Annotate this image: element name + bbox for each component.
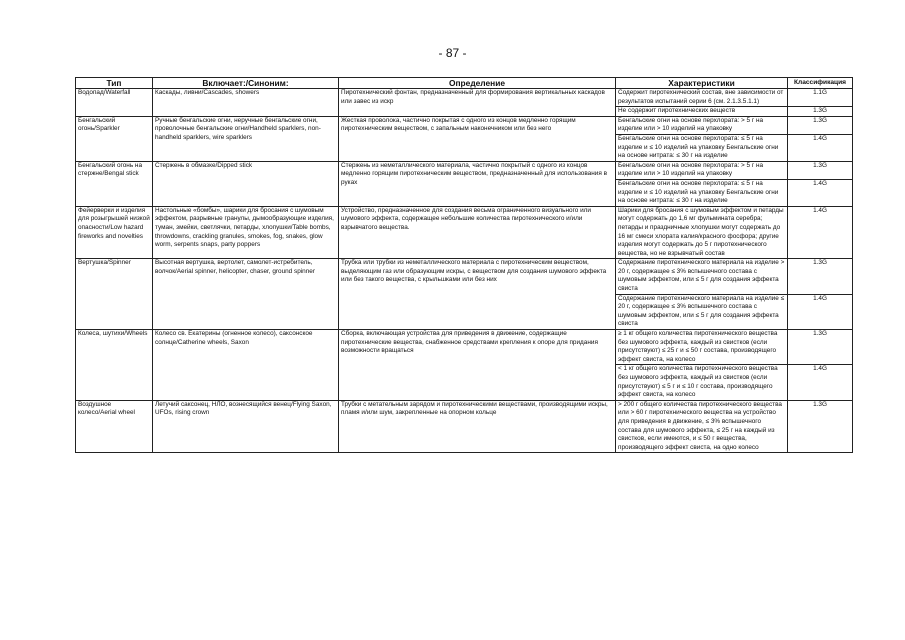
cell-definition: Устройство, предназначенное для создания весьма ограниченного визуального или шумового эффекта, содержащее небольшие количества пиротехнического и/или взрывчатого вещества. <box>339 206 616 259</box>
cell-classification: 1.4G <box>788 294 853 329</box>
header-includes: Включает:/Синоним: <box>153 78 339 89</box>
cell-includes: Высотная вертушка, вертолет, самолет-истребитель, волчок/Aerial spinner, helicopter, chaser, ground spinner <box>153 259 339 330</box>
cell-classification: 1.4G <box>788 179 853 206</box>
table-row <box>76 206 853 259</box>
cell-type: Бенгальский огонь на стержне/Bengal stick <box>76 161 153 206</box>
cell-characteristics: Бенгальские огни на основе перхлората: ≤ 5 г на изделие и ≤ 10 изделий на упаковку Бенгальские огни на основе нитрата: ≤ 30 г на изделие <box>616 179 788 206</box>
cell-definition: Трубка или трубки из неметаллического материала с пиротехническим веществом, выделяющим газ или образующим искры, с веществом для создания шумового эффекта или без такого вещества, с крыльшками или без них <box>339 259 616 330</box>
cell-classification: 1.3G <box>788 161 853 179</box>
cell-characteristics: Содержание пиротехнического материала на изделие > 20 г, содержащее ≤ 3% вспышечного состава с шумовым эффектом, или ≤ 5 г для создания эффекта свиста <box>616 259 788 294</box>
cell-type: Водопад/Waterfall <box>76 89 153 117</box>
cell-classification: 1.3G <box>788 330 853 365</box>
table-header-row <box>76 78 853 89</box>
cell-classification: 1.3G <box>788 400 853 453</box>
table-row <box>76 161 853 179</box>
cell-includes: Колесо св. Екатерины (огненное колесо), саксонское солнце/Catherine wheels, Saxon <box>153 330 339 401</box>
cell-type: Колеса, шутихи/Wheels <box>76 330 153 401</box>
cell-characteristics: Содержание пиротехнического материала на изделие ≤ 20 г, содержащее ≤ 3% вспышечного состава с шумовым эффектом, или ≤ 5 г для создания эффекта свиста <box>616 294 788 329</box>
cell-characteristics: Бенгальские огни на основе перхлората: > 5 г на изделие или > 10 изделий на упаковку <box>616 161 788 179</box>
header-type: Тип <box>76 78 153 89</box>
cell-type: Воздушное колесо/Aerial wheel <box>76 400 153 453</box>
cell-includes: Ручные бенгальские огни, неручные бенгальские огни, проволочные бенгальские огни/Handheld sparklers, non-handheld sparklers, wire sparklers <box>153 116 339 161</box>
fireworks-classification-table <box>75 77 853 453</box>
cell-characteristics: Шарики для бросания с шумовым эффектом и петарды могут содержать до 1,6 мг фульмината серебра; петарды и праздничные хлопушки могут содержать до 16 мг смеси хлората калия/красного фосфора; другие изделия могут содержать до 5 г пиротехнического вещества, но не взрывчатый состав <box>616 206 788 259</box>
cell-definition: Пиротехнический фонтан, предназначенный для формирования вертикальных каскадов или завес из искр <box>339 89 616 117</box>
cell-classification: 1.3G <box>788 116 853 134</box>
cell-characteristics: < 1 кг общего количества пиротехнического вещества без шумового эффекта, каждый из свистков (если присутствуют) ≤ 5 г и ≤ 10 г состава, производящего эффект свиста, на колесо <box>616 365 788 400</box>
cell-characteristics: Содержит пиротехнический состав, вне зависимости от результатов испытаний серии 6 (см. 2.1.3.5.1.1) <box>616 89 788 107</box>
table-row <box>76 259 853 294</box>
header-classification: Классификация <box>788 78 853 89</box>
cell-definition: Жесткая проволока, частично покрытая с одного из концов медленно горящим пиротехническим веществом, с запальным наконечником или без него <box>339 116 616 161</box>
cell-classification: 1.4G <box>788 206 853 259</box>
cell-type: Бенгальский огонь/Sparkler <box>76 116 153 161</box>
cell-includes: Стержень в обмазке/Dipped stick <box>153 161 339 206</box>
header-definition: Определение <box>339 78 616 89</box>
cell-includes: Летучий саксонец, НЛО, вознесящийся венец/Flying Saxon, UFOs, rising crown <box>153 400 339 453</box>
cell-definition: Сборка, включающая устройства для приведения в движение, содержащие пиротехнические вещества, снабженное средствами крепления к опоре для придания возможности вращаться <box>339 330 616 401</box>
header-characteristics: Характеристики <box>616 78 788 89</box>
table-row <box>76 116 853 134</box>
cell-characteristics: Бенгальские огни на основе перхлората: ≤ 5 г на изделие и ≤ 10 изделий на упаковку Бенгальские огни на основе нитрата: ≤ 30 г на изделие <box>616 134 788 161</box>
cell-type: Вертушка/Spinner <box>76 259 153 330</box>
table-row <box>76 330 853 365</box>
cell-type: Фейерверки и изделия для розыгрышей низкой опасности/Low hazard fireworks and novelties <box>76 206 153 259</box>
cell-classification: 1.4G <box>788 365 853 400</box>
cell-definition: Трубки с метательным зарядом и пиротехническими веществами, производящими искры, пламя и/или шум, закрепленные на опорном кольце <box>339 400 616 453</box>
cell-classification: 1.3G <box>788 107 853 117</box>
cell-characteristics: Не содержит пиротехнических веществ <box>616 107 788 117</box>
cell-characteristics: Бенгальские огни на основе перхлората: > 5 г на изделие или > 10 изделий на упаковку <box>616 116 788 134</box>
table-row <box>76 400 853 453</box>
cell-classification: 1.3G <box>788 259 853 294</box>
cell-includes: Настольные «бомбы», шарики для бросания с шумовым эффектом, разрывные гранулы, дымообразующие изделия, туман, змейки, светлячки, петарды, хлопушки/Table bombs, throwdowns, crackling granules, smokes, fog, snakes, glow worm, serpents snaps, party poppers <box>153 206 339 259</box>
cell-includes: Каскады, ливни/Cascades, showers <box>153 89 339 117</box>
page-number: - 87 - <box>438 46 467 60</box>
cell-classification: 1.1G <box>788 89 853 107</box>
cell-characteristics: > 200 г общего количества пиротехнического вещества или > 60 г пиротехнического вещества на устройство для приведения в движение, ≤ 3% вспышечного состава для шумового эффекта, ≤ 25 г на каждый из свистков, если имеются, и ≤ 50 г вещества, производящего эффект свиста, на одно колесо <box>616 400 788 453</box>
table-row <box>76 89 853 107</box>
cell-characteristics: ≥ 1 кг общего количества пиротехнического вещества без шумового эффекта, каждый из свистков (если присутствуют) ≤ 25 г и ≤ 50 г состава, производящего эффект свиста, на колесо <box>616 330 788 365</box>
cell-classification: 1.4G <box>788 134 853 161</box>
cell-definition: Стержень из неметаллического материала, частично покрытый с одного из концов медленно горящим пиротехническим веществом, предназначенный для использования в руках <box>339 161 616 206</box>
